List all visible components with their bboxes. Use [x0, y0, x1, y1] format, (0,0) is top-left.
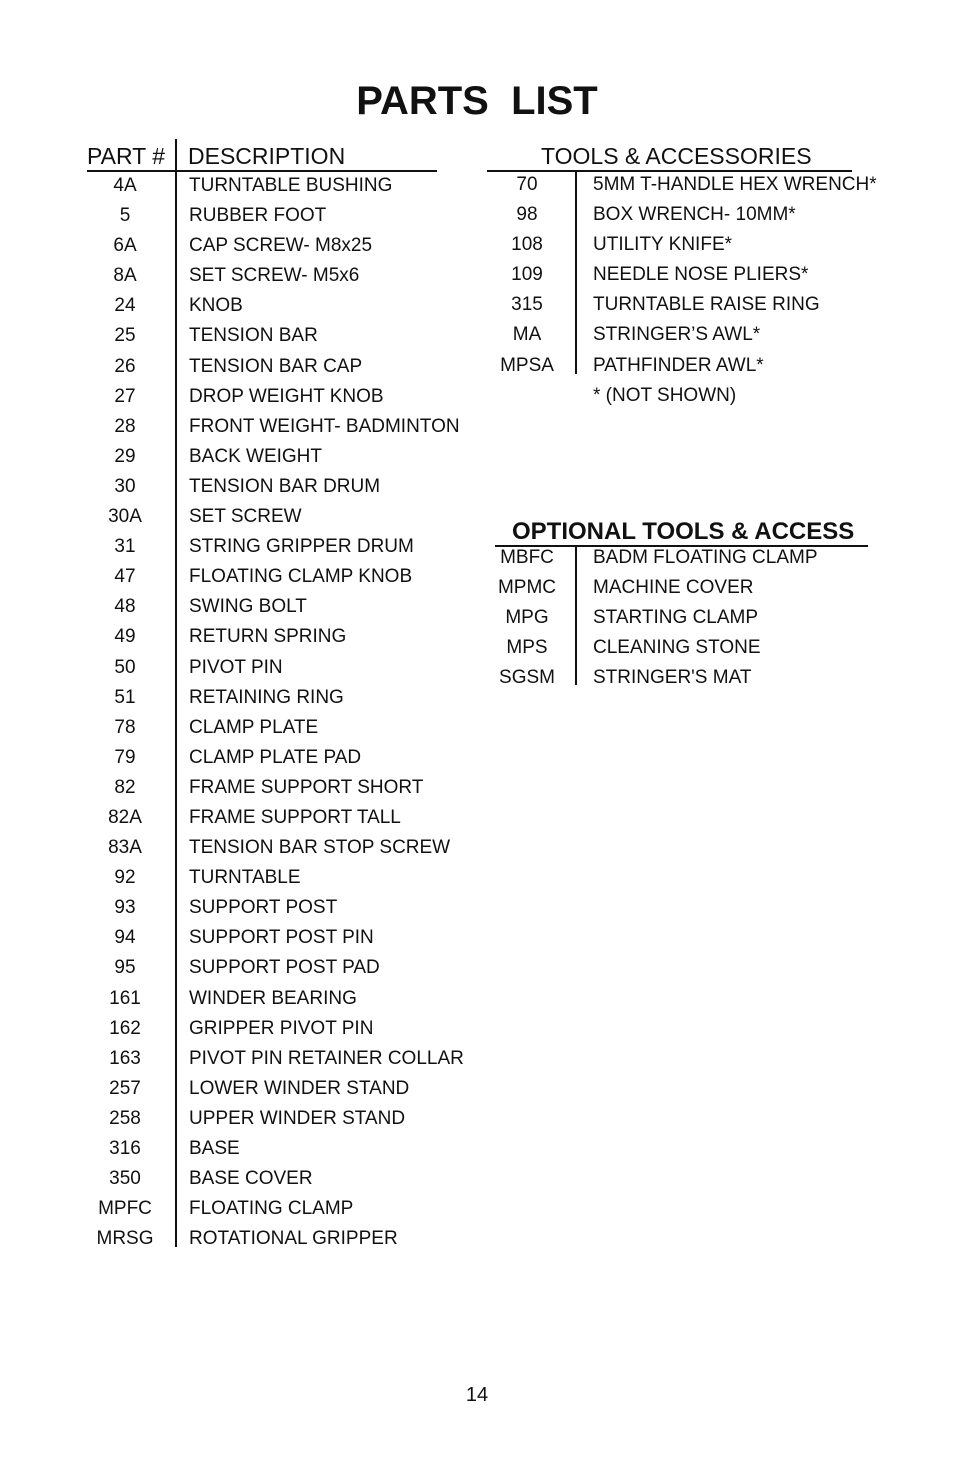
part-number: 258: [109, 1107, 141, 1129]
part-number: 83A: [108, 837, 142, 859]
part-description: FLOATING CLAMP: [189, 1198, 354, 1220]
table-row: [85, 1134, 485, 1164]
table-row: [85, 592, 485, 622]
page-title: PARTS LIST: [356, 79, 598, 123]
table-row: [85, 231, 485, 261]
table-row: [85, 502, 485, 532]
table-row: [85, 713, 485, 743]
table-row: [85, 261, 485, 291]
table-row: [85, 201, 485, 231]
description-header: DESCRIPTION: [188, 143, 346, 169]
part-description: BASE COVER: [189, 1168, 313, 1190]
table-row: [85, 1104, 485, 1134]
part-number: 27: [114, 385, 136, 407]
part-description: STRINGER'S MAT: [593, 667, 752, 689]
part-description: TENSION BAR CAP: [189, 355, 363, 377]
part-description: UPPER WINDER STAND: [189, 1107, 406, 1129]
part-description: FRAME SUPPORT TALL: [189, 806, 401, 828]
part-number: 8A: [113, 265, 137, 287]
part-description: TENSION BAR: [189, 325, 318, 347]
part-description: STRING GRIPPER DRUM: [189, 536, 414, 558]
table-row: [85, 622, 485, 652]
table-row: [487, 260, 907, 290]
part-number: 49: [114, 626, 136, 648]
table-row: [487, 351, 907, 381]
part-description: * (NOT SHOWN): [593, 384, 737, 406]
part-description: LOWER WINDER STAND: [189, 1077, 410, 1099]
part-number: 30: [114, 475, 136, 497]
table-row: [85, 442, 485, 472]
part-number: 315: [511, 294, 543, 316]
table-row: [85, 653, 485, 683]
table-row: [85, 412, 485, 442]
table-row: [487, 230, 907, 260]
table-row: [85, 743, 485, 773]
part-number: 30A: [108, 506, 142, 528]
table-row: [487, 290, 907, 320]
part-description: TENSION BAR DRUM: [189, 475, 381, 497]
part-description: BADM FLOATING CLAMP: [593, 547, 818, 568]
table-row: [85, 1194, 485, 1224]
part-number: 161: [109, 987, 141, 1009]
table-row: [487, 543, 907, 573]
part-description: STRINGER’S AWL*: [593, 324, 761, 346]
part-description: PIVOT PIN RETAINER COLLAR: [189, 1047, 464, 1069]
table-row: [85, 532, 485, 562]
part-description: GRIPPER PIVOT PIN: [189, 1017, 374, 1039]
table-row: [487, 170, 907, 200]
part-description: TURNTABLE BUSHING: [189, 175, 393, 196]
part-number: MPG: [505, 607, 549, 629]
table-row: [85, 803, 485, 833]
part-number: MPSA: [500, 354, 554, 376]
part-description: TURNTABLE: [189, 867, 301, 889]
table-row: [85, 833, 485, 863]
part-number: 316: [109, 1138, 141, 1159]
table-row: [85, 773, 485, 803]
table-row: [85, 321, 485, 351]
part-number: 28: [114, 415, 136, 437]
part-number: 82: [114, 776, 136, 798]
part-number: 25: [114, 325, 136, 347]
table-row: [85, 1014, 485, 1044]
table-row: [85, 1164, 485, 1194]
table-row: [85, 1074, 485, 1104]
part-description: SWING BOLT: [189, 596, 307, 618]
part-description: CLAMP PLATE: [189, 716, 319, 738]
part-description: ROTATIONAL GRIPPER: [189, 1228, 398, 1250]
part-number: 163: [109, 1047, 141, 1069]
part-number: MRSG: [96, 1228, 154, 1250]
part-description: NEEDLE NOSE PLIERS*: [593, 264, 809, 286]
part-number: 51: [114, 686, 136, 708]
part-description: SUPPORT POST PIN: [189, 927, 374, 949]
part-number: 29: [114, 445, 136, 467]
table-row: [487, 663, 907, 693]
part-number: MPMC: [497, 577, 557, 599]
part-description: CLAMP PLATE PAD: [189, 746, 362, 768]
tools-header: TOOLS & ACCESSORIES: [541, 143, 812, 169]
table-row: [85, 863, 485, 893]
part-number: 109: [511, 264, 543, 286]
part-number: MBFC: [500, 547, 554, 568]
part-description: BASE: [189, 1138, 240, 1159]
table-row: [487, 603, 907, 633]
table-row: [85, 1044, 485, 1074]
part-description: BOX WRENCH- 10MM*: [593, 204, 796, 226]
part-number: 47: [114, 566, 136, 588]
part-number: 162: [109, 1017, 141, 1039]
table-row: [85, 472, 485, 502]
part-number: 78: [114, 716, 136, 738]
part-number: MPS: [506, 637, 548, 659]
table-row: [85, 291, 485, 321]
table-row: [85, 562, 485, 592]
part-number: 4A: [113, 175, 137, 196]
table-row: [85, 683, 485, 713]
table-row: [487, 320, 907, 350]
part-number: 79: [114, 746, 136, 768]
part-description: CLEANING STONE: [593, 637, 761, 659]
part-description: FRONT WEIGHT- BADMINTON: [189, 415, 460, 437]
part-number: 5: [119, 205, 131, 227]
part-description: FRAME SUPPORT SHORT: [189, 776, 424, 798]
part-number: 93: [114, 897, 136, 919]
part-number: 82A: [108, 806, 142, 828]
part-number: 6A: [113, 235, 137, 257]
part-number: MPFC: [98, 1198, 152, 1220]
part-number: 350: [109, 1168, 141, 1190]
part-description: KNOB: [189, 295, 243, 317]
part-description: BACK WEIGHT: [189, 445, 323, 467]
part-description: MACHINE COVER: [593, 577, 754, 599]
part-description: 5MM T-HANDLE HEX WRENCH*: [593, 174, 877, 195]
part-description: SUPPORT POST: [189, 897, 338, 919]
part-description: PIVOT PIN: [189, 656, 283, 678]
table-row: [85, 352, 485, 382]
table-row: [85, 923, 485, 953]
part-number: 108: [511, 234, 543, 256]
part-description: SET SCREW- M5x6: [189, 265, 360, 287]
part-number: MA: [512, 324, 542, 346]
part-number: 98: [516, 204, 538, 226]
table-row: [85, 382, 485, 412]
part-number-header: PART #: [87, 143, 165, 169]
table-row: [85, 953, 485, 983]
parts-list: [85, 171, 485, 1254]
table-row: [85, 893, 485, 923]
part-description: STARTING CLAMP: [593, 607, 759, 629]
part-description: TURNTABLE RAISE RING: [593, 294, 820, 316]
part-description: SUPPORT POST PAD: [189, 957, 380, 979]
part-description: FLOATING CLAMP KNOB: [189, 566, 413, 588]
tools-list: [487, 170, 907, 411]
table-row: [487, 573, 907, 603]
part-number: SGSM: [499, 667, 555, 689]
part-description: UTILITY KNIFE*: [593, 234, 733, 256]
table-row: [487, 633, 907, 663]
table-row: [85, 984, 485, 1014]
part-description: CAP SCREW- M8x25: [189, 235, 373, 257]
table-row: [85, 1224, 485, 1254]
part-number: 94: [114, 927, 136, 949]
part-number: 92: [114, 867, 136, 889]
part-description: DROP WEIGHT KNOB: [189, 385, 384, 407]
part-description: RUBBER FOOT: [189, 205, 327, 227]
part-number: 95: [114, 957, 136, 979]
part-description: RETAINING RING: [189, 686, 344, 708]
part-number: 257: [109, 1077, 141, 1099]
part-description: TENSION BAR STOP SCREW: [189, 837, 451, 859]
part-number: 31: [114, 536, 136, 558]
part-number: 50: [114, 656, 136, 678]
page-number: 14: [465, 1384, 489, 1406]
table-row: [487, 381, 907, 411]
optional-tools-header: OPTIONAL TOOLS & ACCESS: [512, 518, 855, 545]
part-number: 24: [114, 295, 136, 317]
optional-tools-list: [487, 543, 907, 693]
table-row: [487, 200, 907, 230]
part-description: WINDER BEARING: [189, 987, 357, 1009]
part-number: 26: [114, 355, 136, 377]
part-description: PATHFINDER AWL*: [593, 354, 764, 376]
part-number: 48: [114, 596, 136, 618]
table-row: [85, 171, 485, 201]
part-number: 70: [516, 174, 538, 195]
part-description: RETURN SPRING: [189, 626, 347, 648]
part-description: SET SCREW: [189, 506, 302, 528]
